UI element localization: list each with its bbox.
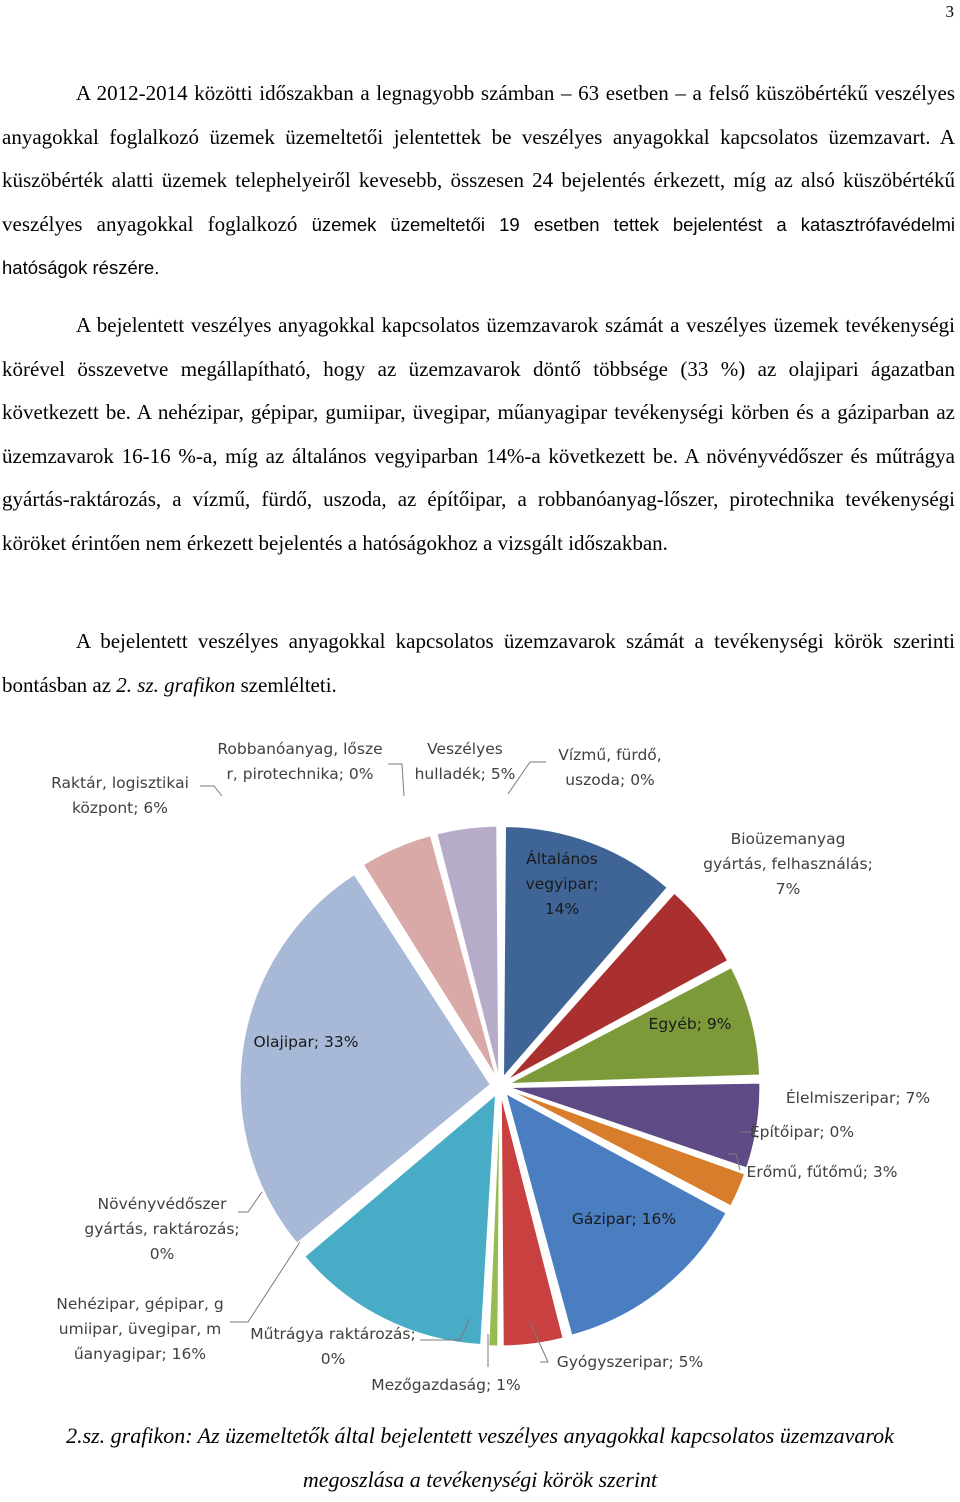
pie-label-olaj (254, 1033, 359, 1051)
pie-label-bio-line-1: Bioüzemanyag (730, 830, 846, 848)
pie-label-bio-line-2: gyártás, felhasználás; (703, 855, 873, 873)
paragraph-1-last-line: üzemek üzemeltetői 19 esetben tettek bejelentést a katasztrófavédelmi hatóságok részére. (2, 213, 956, 278)
pie-label-raktar-line-1: Raktár, logisztikai (51, 774, 189, 792)
pie-label-gaz-line-1: Gázipar; 16% (571, 1210, 677, 1228)
pie-label-gyogy (557, 1353, 704, 1371)
pie-label-mutragya-line-2: 0% (320, 1350, 346, 1368)
pie-label-raktar-line-2: központ; 6% (71, 799, 169, 817)
pie-label-noveny-line-3: 0% (149, 1245, 175, 1263)
pie-label-nehez-line-1: Nehézipar, gépipar, g (56, 1295, 224, 1313)
pie-label-veszelyes-line-2: hulladék; 5% (414, 765, 516, 783)
pie-chart (0, 722, 960, 1412)
pie-label-egyeb-line-1: Egyéb; 9% (648, 1015, 732, 1033)
pie-label-bio-line-3: 7% (775, 880, 801, 898)
pie-label-veszelyes-line-1: Veszélyes (427, 740, 503, 758)
pie-label-elelmiszer-line-1: Élelmiszeripar; 7% (785, 1089, 931, 1107)
paragraph-1 (2, 72, 955, 290)
chart-caption (0, 1414, 960, 1502)
paragraph-3-text-after: szemlélteti. (235, 672, 337, 697)
pie-label-eromu (747, 1163, 898, 1181)
pie-label-noveny-line-1: Növényvédőszer (97, 1195, 227, 1213)
paragraph-2: A bejelentett veszélyes anyagokkal kapcsolatos üzemzavarok számát a veszélyes üzemek tevékenységi körével összevetve megállapítható, hogy az üzemzavarok döntő többsége (33 %) az olajipari ágazatban következett be. A nehézipar, gépipar, gumiipar, üvegipar, műanyagipar tevékenységi körben és a gáziparban az üzemzavarok 16-16 %-a, míg az általános vegyiparban 14%-a következett be. A növényvédőszer és műtrágya gyártás-raktározás, a vízmű, fürdő, uszoda, az építőipar, a robbanóanyag-lőszer, pirotechnika tevékenységi köröket érintően nem érkezett bejelentés a hatóságokhoz a vizsgált időszakban. (2, 313, 955, 555)
chart-reference: 2. sz. grafikon (116, 672, 236, 697)
leader-nehez (230, 1242, 300, 1322)
leader-noveny (238, 1192, 262, 1212)
pie-label-robbano-line-1: Robbanóanyag, lősze (217, 740, 383, 758)
paragraph-3-text-before: A bejelentett veszélyes anyagokkal kapcsolatos üzemzavarok számát a tevékenységi körök szerinti bontásban az (2, 629, 955, 697)
pie-label-gyogy-line-1: Gyógyszeripar; 5% (556, 1353, 704, 1371)
leader-robbano (388, 764, 404, 796)
page-number: 3 (945, 2, 954, 21)
pie-slices (240, 826, 760, 1346)
caption-line-2: megoszlása a tevékenységi körök szerint (302, 1467, 658, 1492)
pie-label-altalanos-line-2: vegyipar; (525, 875, 599, 893)
pie-label-olaj-line-1: Olajipar; 33% (253, 1033, 359, 1051)
pie-label-nehez-line-2: umiipar, üvegipar, m (58, 1320, 222, 1338)
pie-label-epito (750, 1122, 854, 1141)
pie-label-vizmu (558, 746, 661, 789)
pie-label-gaz (572, 1210, 676, 1228)
pie-label-egyeb (649, 1015, 732, 1033)
pie-label-noveny-line-2: gyártás, raktározás; (84, 1220, 240, 1238)
pie-label-mezo (371, 1376, 521, 1394)
pie-label-altalanos-line-1: Általános (526, 850, 598, 868)
pie-label-veszelyes (415, 740, 516, 783)
pie-label-noveny (84, 1195, 239, 1263)
pie-label-eromu-line-1: Erőmű, fűtőmű; 3% (746, 1163, 898, 1181)
pie-label-vizmu-line-2: uszoda; 0% (565, 771, 655, 789)
pie-label-elelmiszer (786, 1088, 930, 1107)
pie-label-raktar (51, 774, 189, 817)
pie-label-mezo-line-1: Mezőgazdaság; 1% (371, 1376, 521, 1394)
paragraph-3 (2, 620, 955, 707)
pie-label-vizmu-line-1: Vízmű, fürdő, (558, 746, 662, 764)
pie-label-nehez-line-3: űanyagipar; 16% (73, 1345, 207, 1363)
pie-label-nehez (56, 1295, 223, 1363)
leader-raktar (200, 786, 222, 796)
caption-line-1: 2.sz. grafikon: Az üzemeltetők által bejelentett veszélyes anyagokkal kapcsolatos üzemzavarok (66, 1423, 894, 1448)
paragraph-1-text: A 2012-2014 közötti időszakban a legnagyobb számban – 63 esetben – a felső küszöbértékű veszélyes anyagokkal foglalkozó üzemek üzemeltetői jelentettek be veszélyes anyagokkal kapcsolatos üzemzavart. A küszöbérték alatti üzemek telephelyeiről kevesebb, összesen 24 bejelentés érkezett, míg az alsó küszöbértékű veszélyes anyagokkal foglalkozó (2, 81, 955, 236)
pie-label-robbano-line-2: r, pirotechnika; 0% (226, 765, 374, 783)
pie-label-mutragya (250, 1325, 415, 1368)
pie-label-bio (703, 830, 873, 898)
pie-label-mutragya-line-1: Műtrágya raktározás; (250, 1325, 416, 1343)
pie-label-robbano (217, 740, 382, 783)
pie-label-epito-line-1: Építőipar; 0% (749, 1123, 855, 1141)
pie-label-altalanos-line-3: 14% (544, 900, 580, 918)
